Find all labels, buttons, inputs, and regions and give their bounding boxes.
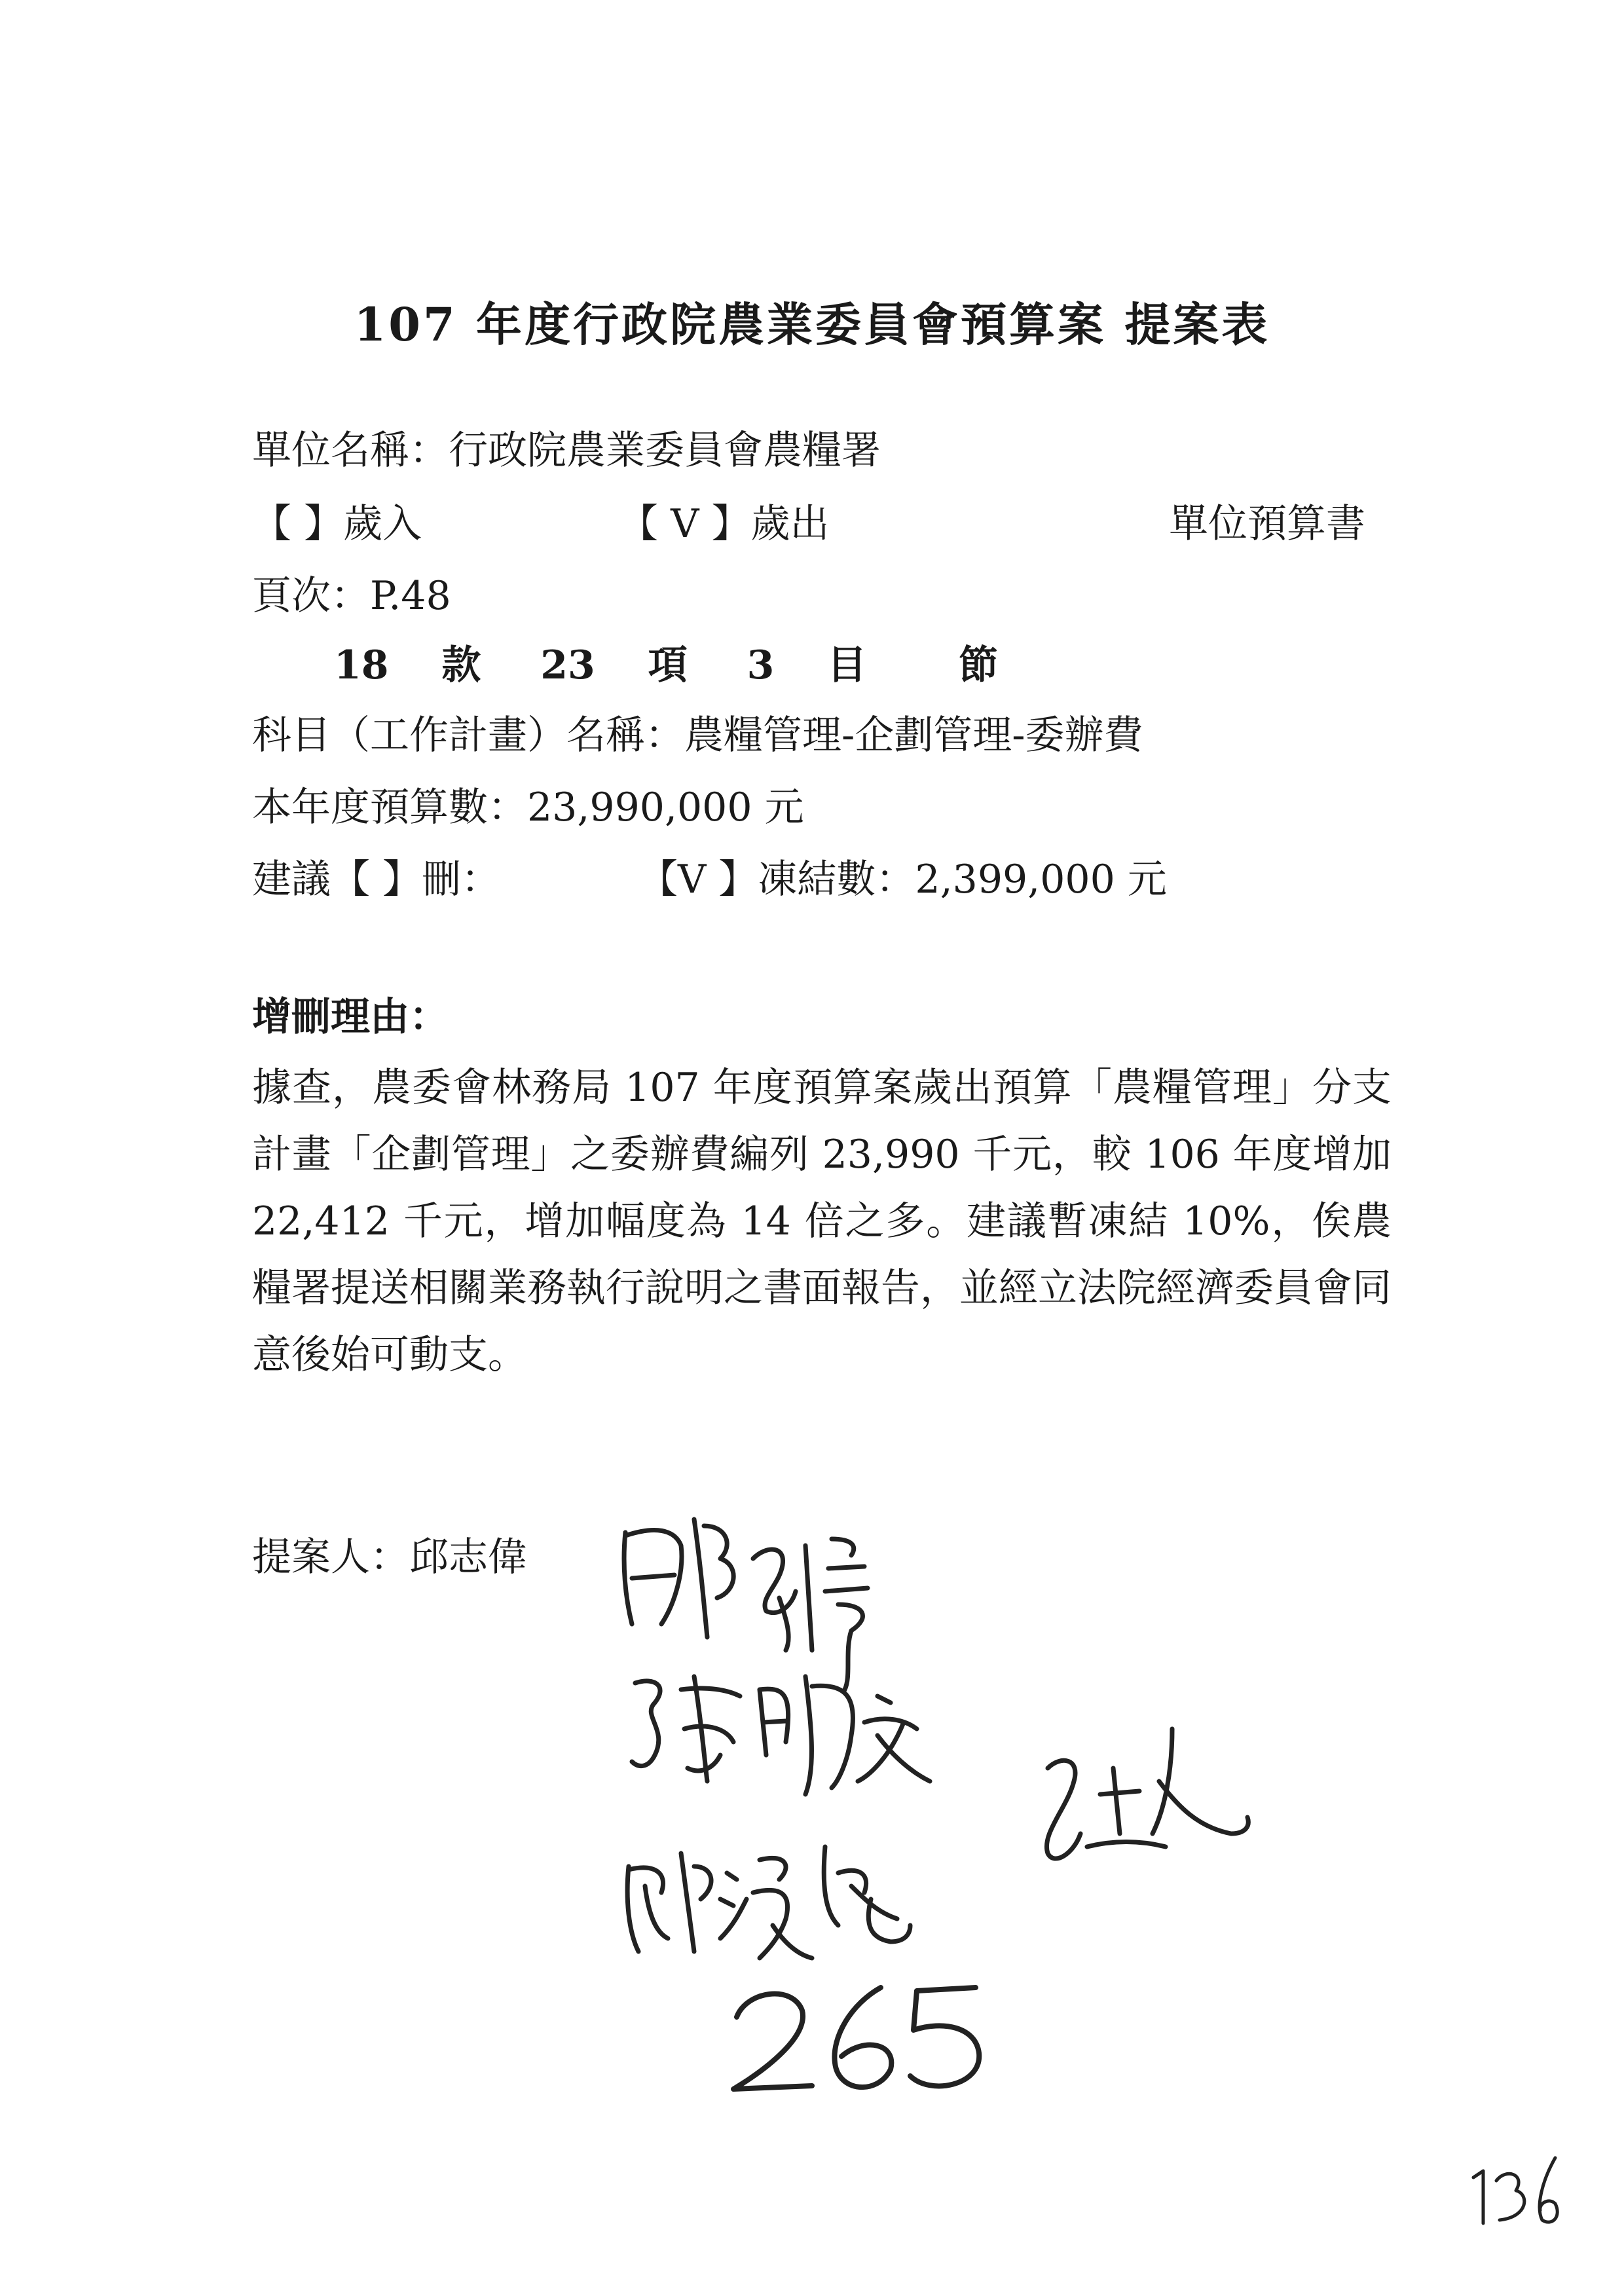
handwritten-page-number xyxy=(1473,2158,1557,2223)
mu-number: 3 xyxy=(747,642,775,688)
xiang-number: 23 xyxy=(540,642,595,688)
xiang-label: 項 xyxy=(648,642,688,688)
kuan-number: 18 xyxy=(334,642,389,688)
delete-suggestion: 建議【 】刪： xyxy=(252,857,501,902)
signature-3 xyxy=(627,1847,910,1958)
jie-label: 節 xyxy=(959,642,999,688)
handwritten-265 xyxy=(733,1988,979,2089)
freeze-suggestion: 【V 】凍結數：2,399,000 元 xyxy=(638,857,1167,902)
budget-book-label: 單位預算書 xyxy=(1169,501,1365,547)
signature-4 xyxy=(1046,1729,1248,1859)
section-code xyxy=(334,634,998,690)
budget-amount: 本年度預算數：23,990,000 元 xyxy=(252,785,804,830)
reason-text: 據查，農委會林務局 107 年度預算案歲出預算「農糧管理」分支計畫「企劃管理」之委辦費編列 23,990 千元，較 106 年度增加 22,412 千元，增加幅度為 14 倍之多。建議暫凍結 10%，俟農糧署提送相關業務執行說明之書面報告，並經立法院經濟委員會同意後始可動支。 xyxy=(252,1065,1392,1378)
page-reference: 頁次：P.48 xyxy=(252,573,451,619)
kuan-label: 款 xyxy=(441,642,481,688)
unit-name: 單位名稱：行政院農業委員會農糧署 xyxy=(252,428,881,473)
subject-name: 科目（工作計畫）名稱：農糧管理-企劃管理-委辦費 xyxy=(252,713,1143,758)
reason-body xyxy=(252,1054,1392,1388)
document-title: 107 年度行政院農業委員會預算案 提案表 xyxy=(354,297,1270,352)
expenditure-checkbox-label: 【 V 】歲出 xyxy=(619,501,830,547)
reason-heading: 增刪理由： xyxy=(252,994,449,1040)
signature-1 xyxy=(624,1519,868,1690)
mu-label: 目 xyxy=(827,642,867,688)
signature-2 xyxy=(632,1676,930,1794)
proposer-line: 提案人：邱志偉 xyxy=(252,1534,527,1580)
revenue-checkbox-label: 【 】歲入 xyxy=(252,501,422,547)
